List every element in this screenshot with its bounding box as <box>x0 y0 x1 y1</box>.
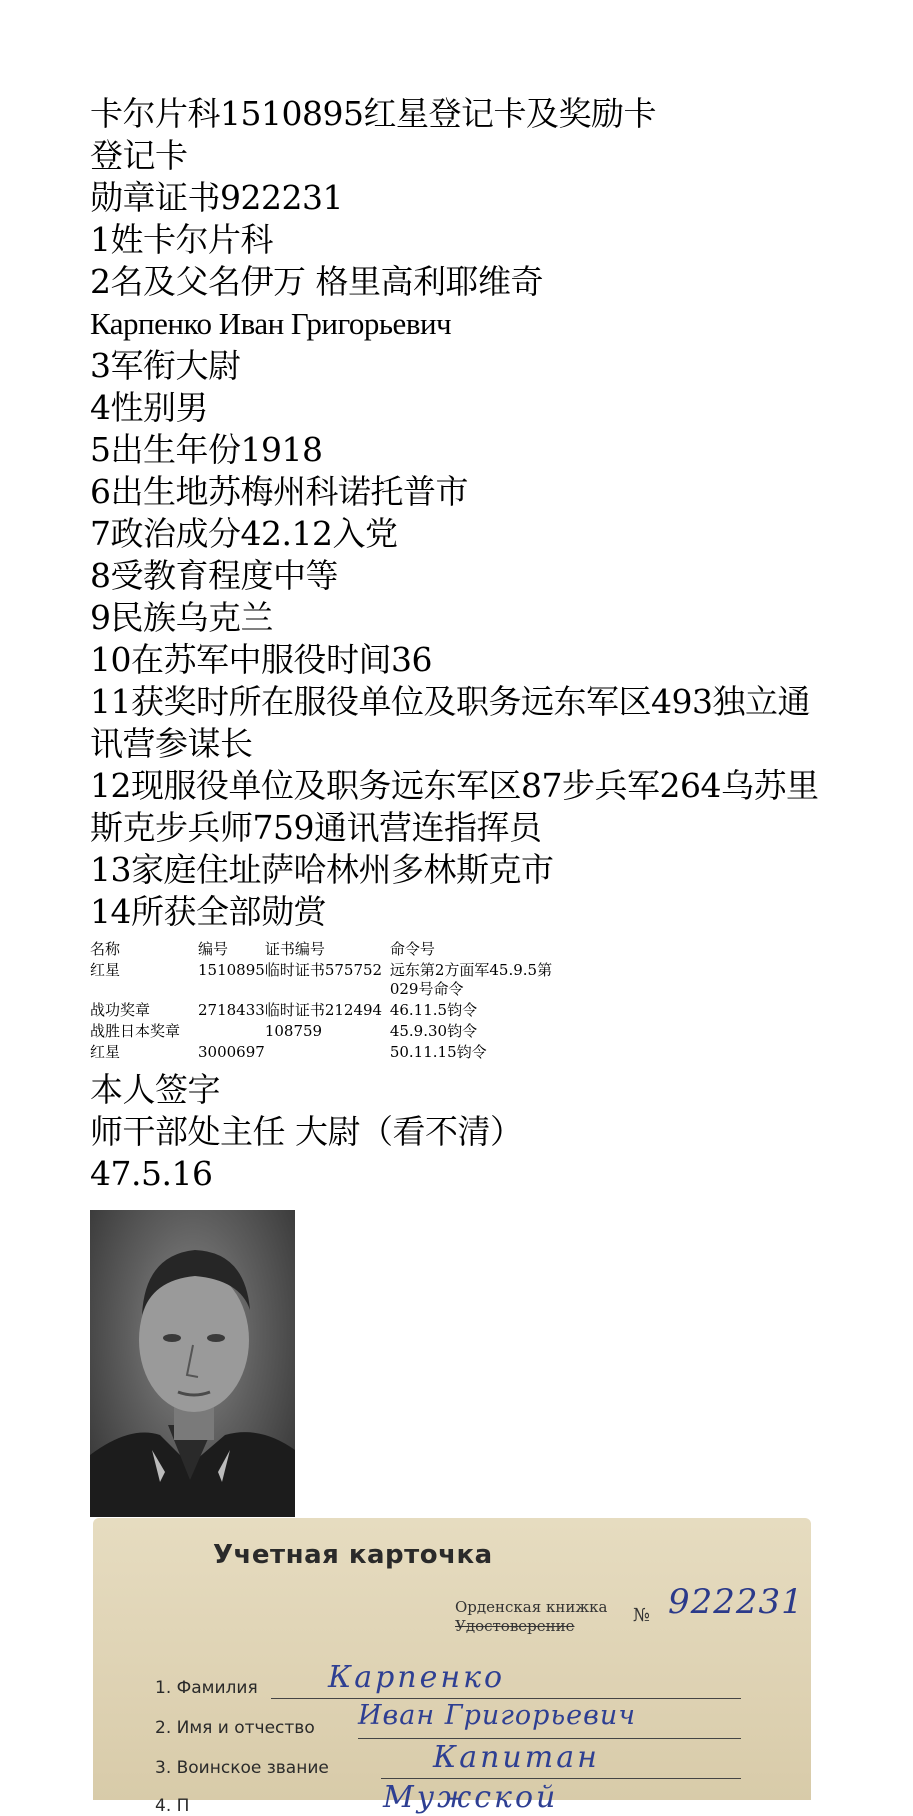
field-birth-year: 5出生年份1918 <box>90 430 323 469</box>
table-cell: 46.11.5钧令 <box>389 1001 478 1019</box>
card-title: Учетная карточка <box>213 1540 493 1570</box>
table-row <box>90 1021 580 1042</box>
document-date: 47.5.16 <box>90 1154 213 1193</box>
card-row-label: 4. П <box>155 1796 190 1816</box>
field-surname: 1姓卡尔片科 <box>90 220 273 259</box>
table-cell <box>265 1042 390 1063</box>
field-address: 13家庭住址萨哈林州多林斯克市 <box>90 850 554 889</box>
table-cell: 临时证书575752 <box>264 961 383 979</box>
table-cell: 临时证书212494 <box>264 1001 383 1019</box>
table-row <box>90 1000 580 1021</box>
table-cell: 红星 <box>90 961 121 979</box>
card-handwritten-value: Мужской <box>383 1780 559 1815</box>
field-rank: 3军衔大尉 <box>90 346 241 385</box>
registration-card-scan <box>93 1518 811 1816</box>
table-header-row <box>90 939 580 960</box>
table-header-cell: 名称 <box>90 940 121 958</box>
card-underline <box>381 1778 741 1779</box>
card-row-label: 1. Фамилия <box>155 1678 258 1698</box>
table-cell: 108759 <box>264 1022 323 1040</box>
document-body <box>90 0 830 1195</box>
awards-table <box>90 939 580 1063</box>
portrait-photo <box>90 1210 295 1517</box>
field-service: 10在苏军中服役时间36 <box>90 640 432 679</box>
table-cell: 战功奖章 <box>90 1001 151 1019</box>
table-header-cell: 证书编号 <box>264 940 325 958</box>
card-underline <box>358 1738 741 1739</box>
document-subtitle: 登记卡 <box>90 136 188 175</box>
table-cell: 45.9.30钧令 <box>389 1022 478 1040</box>
table-row <box>90 960 580 1000</box>
table-cell: 2718433 <box>198 1001 265 1019</box>
field-awards: 14所获全部勋赏 <box>90 892 326 931</box>
portrait-illustration <box>90 1210 295 1517</box>
field-education: 8受教育程度中等 <box>90 556 338 595</box>
field-sex: 4性别男 <box>90 388 208 427</box>
field-name: 2名及父名伊万 格里高利耶维奇 <box>90 262 543 301</box>
card-certificate-label: Удостоверение <box>455 1617 575 1635</box>
table-cell: 1510895 <box>198 961 265 979</box>
card-row-label: 2. Имя и отчество <box>155 1718 315 1738</box>
field-unit-at-award: 11获奖时所在服役单位及职务远东军区493独立通讯营参谋长 <box>90 682 810 763</box>
field-name-russian: Карпенко Иван Григорьевич <box>90 306 452 341</box>
table-row <box>90 1042 580 1063</box>
document-title: 卡尔片科1510895红星登记卡及奖励卡 <box>90 94 656 133</box>
table-cell: 战胜日本奖章 <box>90 1022 181 1040</box>
card-handwritten-value: Капитан <box>433 1740 600 1775</box>
table-cell: 红星 <box>90 1043 121 1061</box>
table-cell <box>198 1021 265 1042</box>
field-nationality: 9民族乌克兰 <box>90 598 273 637</box>
table-header-cell: 命令号 <box>389 940 435 958</box>
card-handwritten-value: Иван Григорьевич <box>358 1700 637 1731</box>
officer-line: 师干部处主任 大尉（看不清） <box>90 1112 523 1151</box>
card-row-label: 3. Воинское звание <box>155 1758 329 1778</box>
card-book-label: Орденская книжка <box>455 1598 608 1616</box>
card-underline <box>271 1698 741 1699</box>
field-unit-current: 12现服役单位及职务远东军区87步兵军264乌苏里斯克步兵师759通讯营连指挥员 <box>90 766 819 847</box>
card-book-labels <box>455 1598 607 1636</box>
card-handwritten-value: Карпенко <box>328 1660 506 1695</box>
signature-label: 本人签字 <box>90 1070 220 1109</box>
card-number-label: № <box>633 1605 651 1626</box>
table-cell: 远东第2方面军45.9.5第029号命令 <box>389 961 553 998</box>
table-cell: 3000697 <box>198 1043 265 1061</box>
table-cell: 50.11.15钧令 <box>389 1043 487 1061</box>
field-birth-place: 6出生地苏梅州科诺托普市 <box>90 472 468 511</box>
table-header-cell: 编号 <box>198 940 229 958</box>
field-party: 7政治成分42.12入党 <box>90 514 398 553</box>
card-number: 922231 <box>668 1582 804 1622</box>
certificate-number: 勋章证书922231 <box>90 178 343 217</box>
